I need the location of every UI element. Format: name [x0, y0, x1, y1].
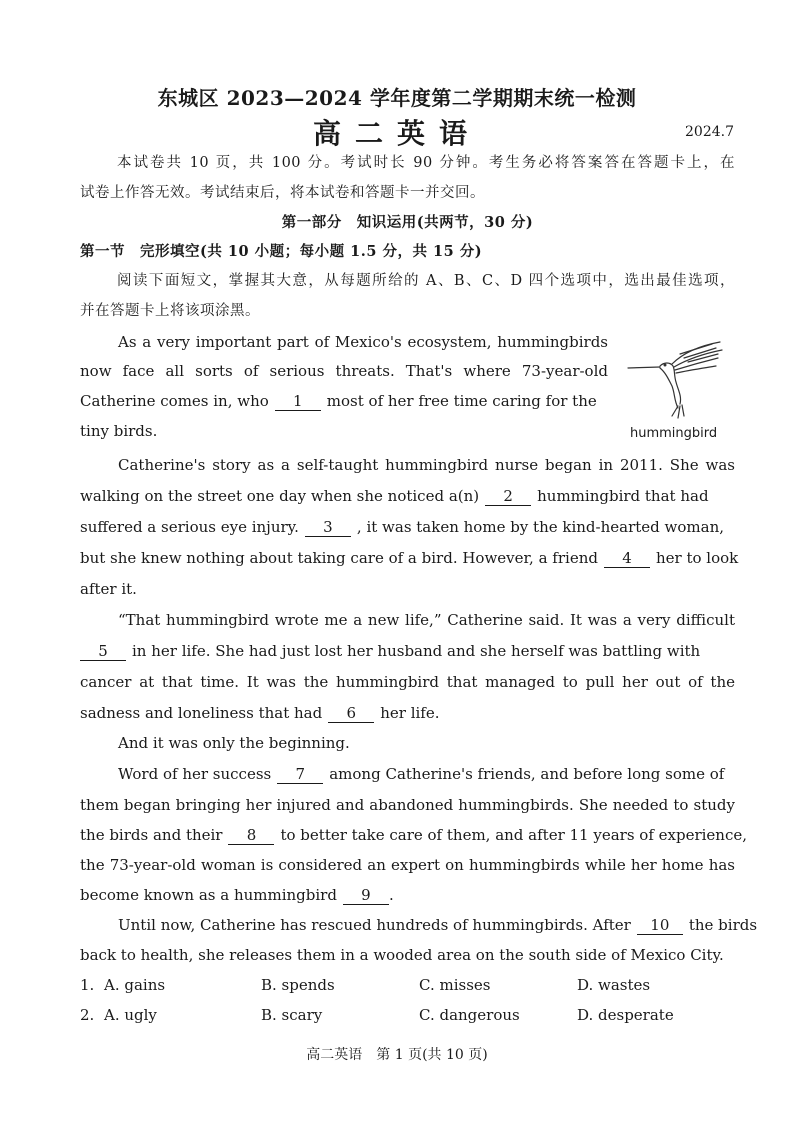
hummingbird-icon — [620, 340, 730, 420]
passage-text: most of her free time caring for the — [326, 392, 597, 410]
passage-line — [80, 703, 735, 723]
instructions-line-2: 试卷上作答无效。考试结束后，将本试卷和答题卡一并交回。 — [80, 185, 485, 201]
passage-text: the birds — [688, 916, 758, 934]
option-c: C. dangerous — [419, 1006, 520, 1024]
passage-line — [80, 548, 739, 568]
passage-line — [80, 486, 735, 506]
passage-text: Word of her success — [118, 765, 272, 783]
blank-5: 5 — [80, 642, 126, 661]
passage-line — [118, 764, 735, 784]
passage-text: but she knew nothing about taking care of a bird. However, a friend — [80, 549, 598, 567]
blank-4: 4 — [604, 549, 650, 568]
blank-10: 10 — [637, 916, 683, 935]
passage-line: As a very important part of Mexico's ecosystem, hummingbirds — [118, 333, 608, 351]
section-heading: 第一节 完形填空(共 10 小题；每小题 1.5 分，共 15 分) — [80, 243, 483, 260]
hummingbird-image — [620, 340, 730, 420]
passage-text: her life. — [380, 704, 440, 722]
option-a: A. gains — [104, 976, 166, 994]
passage-line: the 73-year-old woman is considered an expert on hummingbirds while her home has — [80, 856, 735, 874]
question-2 — [80, 1006, 700, 1026]
question-number: 2. — [80, 1006, 95, 1024]
passage-text: her to look — [655, 549, 739, 567]
passage-text: , it was taken home by the kind-hearted woman, — [356, 518, 724, 536]
passage-line — [80, 391, 608, 411]
blank-3: 3 — [305, 518, 351, 537]
option-b: B. spends — [261, 976, 335, 994]
passage-text: in her life. She had just lost her husband and she herself was battling with — [132, 642, 701, 660]
blank-9: 9 — [343, 886, 389, 905]
exam-subtitle: 高二英语 — [312, 117, 481, 150]
passage-line: Catherine's story as a self-taught hummingbird nurse began in 2011. She was — [118, 456, 735, 474]
blank-7: 7 — [277, 765, 323, 784]
passage-text: among Catherine's friends, and before long some of — [329, 765, 725, 783]
image-caption: hummingbird — [630, 426, 718, 441]
blank-1: 1 — [275, 392, 321, 411]
passage-text: the birds and their — [80, 826, 223, 844]
option-d: D. wastes — [577, 976, 651, 994]
option-d: D. desperate — [577, 1006, 674, 1024]
directions-line-1: 阅读下面短文，掌握其大意，从每题所给的 A、B、C、D 四个选项中，选出最佳选项， — [117, 273, 735, 289]
passage-text: . — [388, 886, 394, 904]
passage-line: “That hummingbird wrote me a new life,” Catherine said. It was a very difficult — [118, 611, 735, 629]
passage-text: suffered a serious eye injury. — [80, 518, 299, 536]
question-1 — [80, 976, 700, 996]
blank-8: 8 — [228, 826, 274, 845]
passage-line — [80, 517, 735, 537]
passage-line: them began bringing her injured and abandoned hummingbirds. She needed to study — [80, 796, 735, 814]
passage-text: Until now, Catherine has rescued hundreds of hummingbirds. After — [118, 916, 631, 934]
exam-date: 2024.7 — [685, 124, 734, 140]
passage-line — [118, 915, 758, 935]
question-number: 1. — [80, 976, 95, 994]
instructions-line-1: 本试卷共 10 页，共 100 分。考试时长 90 分钟。考生务必将答案答在答题卡上，在 — [117, 155, 735, 171]
passage-text: to better take care of them, and after 11 years of experience, — [280, 826, 748, 844]
passage-text: Catherine comes in, who — [80, 392, 269, 410]
part-heading: 第一部分 知识运用(共两节，30 分) — [281, 214, 534, 231]
blank-2: 2 — [485, 487, 531, 506]
passage-line: And it was only the beginning. — [118, 734, 350, 752]
passage-line — [80, 885, 735, 905]
option-c: C. misses — [419, 976, 491, 994]
option-b: B. scary — [261, 1006, 323, 1024]
passage-text: sadness and loneliness that had — [80, 704, 323, 722]
passage-line: after it. — [80, 580, 137, 598]
directions-line-2: 并在答题卡上将该项涂黑。 — [80, 303, 260, 319]
passage-line: now face all sorts of serious threats. That's where 73-year-old — [80, 362, 608, 380]
exam-title: 东城区 2023—2024 学年度第二学期期末统一检测 — [157, 86, 637, 110]
passage-line: back to health, she releases them in a wooded area on the south side of Mexico City. — [80, 946, 724, 964]
page-footer: 高二英语 第 1 页(共 10 页) — [306, 1047, 488, 1063]
passage-text: walking on the street one day when she noticed a(n) — [80, 487, 480, 505]
passage-text: become known as a hummingbird — [80, 886, 337, 904]
passage-line: tiny birds. — [80, 422, 158, 440]
option-a: A. ugly — [104, 1006, 157, 1024]
passage-text: hummingbird that had — [537, 487, 709, 505]
passage-line — [80, 825, 748, 845]
blank-6: 6 — [328, 704, 374, 723]
passage-line: cancer at that time. It was the hummingbird that managed to pull her out of the — [80, 673, 735, 691]
passage-line — [80, 641, 735, 661]
